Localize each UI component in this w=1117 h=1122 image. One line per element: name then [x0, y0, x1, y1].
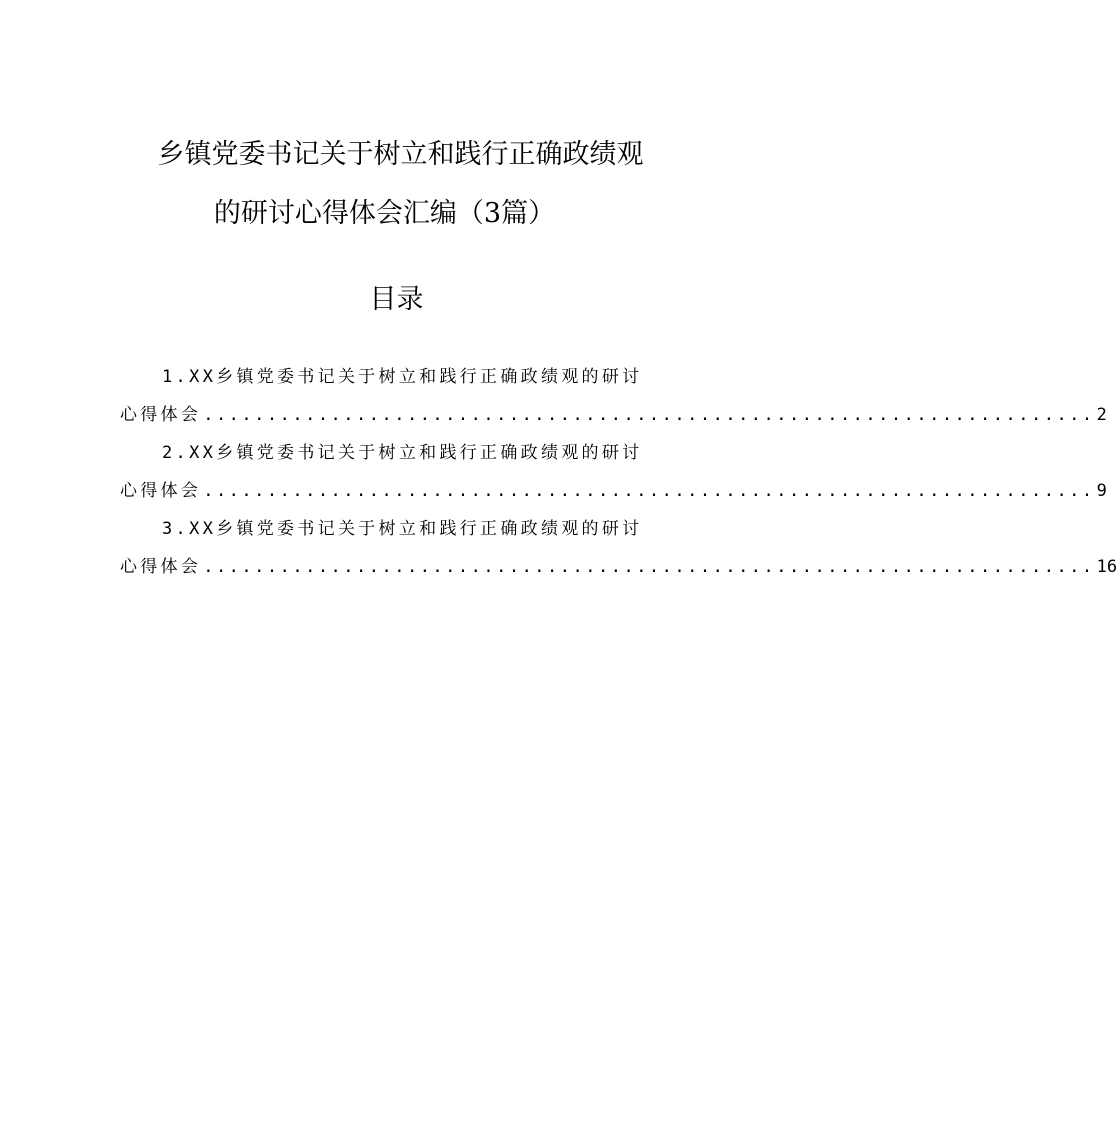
toc-page-number: 9 [1096, 481, 1107, 501]
toc-entry-title: 2.XX乡镇党委书记关于树立和践行正确政绩观的研讨 [162, 443, 643, 463]
toc-entry-tail-row [120, 396, 1107, 434]
toc-entry-3[interactable] [120, 510, 1117, 586]
toc-dot-leader: ...................................................................... [203, 405, 1095, 425]
toc-entry-2[interactable] [120, 434, 1107, 510]
toc-entry-1[interactable] [120, 358, 1107, 434]
toc-entry-tail-row [120, 472, 1107, 510]
toc-dot-leader: ...................................................................... [203, 557, 1095, 577]
toc-entry-title-tail: 心得体会 [120, 405, 202, 425]
toc-entry-title: 1.XX乡镇党委书记关于树立和践行正确政绩观的研讨 [162, 367, 643, 387]
document-title-line-1: 乡镇党委书记关于树立和践行正确政绩观 [157, 139, 644, 170]
toc-page-number: 2 [1096, 405, 1107, 425]
toc-page-number: 16 [1096, 557, 1117, 577]
toc-heading: 目录 [369, 284, 424, 315]
document-title-line-2: 的研讨心得体会汇编（3篇） [213, 198, 556, 229]
toc-entry-title-tail: 心得体会 [120, 557, 202, 577]
toc-entry-title: 3.XX乡镇党委书记关于树立和践行正确政绩观的研讨 [162, 519, 643, 539]
toc-entry-title-tail: 心得体会 [120, 481, 202, 501]
toc-entry-tail-row [120, 548, 1117, 586]
toc-dot-leader: ...................................................................... [203, 481, 1095, 501]
table-of-contents [120, 358, 1117, 586]
